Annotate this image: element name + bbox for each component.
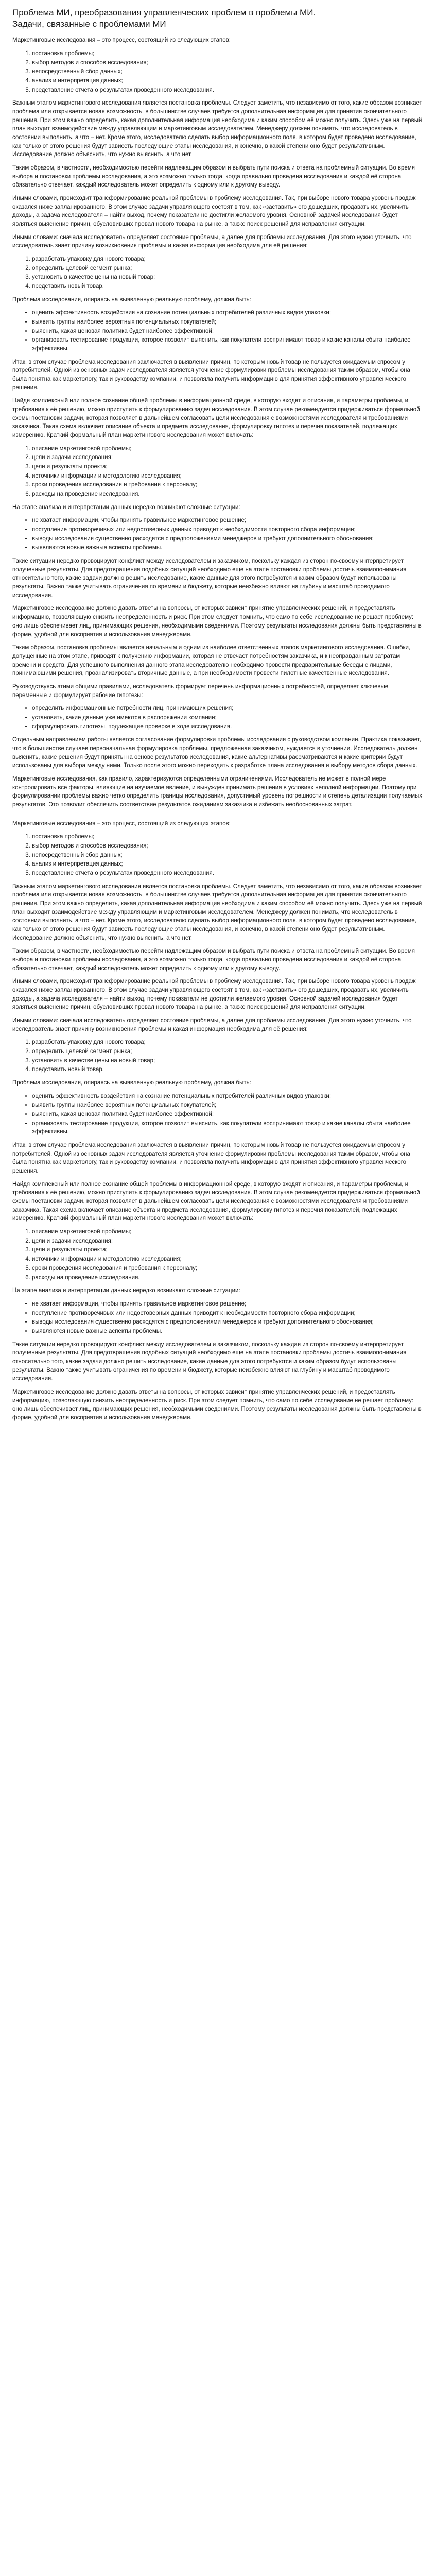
list-item: 2. выбор методов и способов исследования; (32, 842, 424, 851)
paragraph: Маркетинговое исследование должно давать ответы на вопросы, от которых зависит принятие управленческих решений, и предоставлять информацию, позволяющую снизить неопределенность и риск. При этом следует помнить, что само по себе исследование не решает проблему: оно лишь обеспечивает лиц, принимающих решения, необходимыми сведениями. Поэтому результаты исследования должны быть представлены в форме, удобной для восприятия и использования менеджерами. (12, 1388, 422, 1421)
paragraph: Таким образом, постановка проблемы является начальным и одним из наиболее ответственных этапов маркетингового исследования. Ошибки, допущенные на этом этапе, приводят к получению информации, которая не отвечает потребностям заказчика, и к неоправданным затратам времени и средств. Для успешного выполнения данного этапа исследователю необходимо провести предварительные беседы с лицами, принимающими решения, проанализировать вторичные данные, а при необходимости провести пилотные качественные исследования. (12, 645, 411, 677)
list-item: 1. постановка проблемы; (32, 833, 424, 841)
paragraph: Маркетинговые исследования, как правило, характеризуются определенными ограничениями. Исследователь не может в полной мере контролировать все факторы, влияющие на изучаемое явление, и вынужден принимать решения в условиях неполной информации. Поэтому при формулировании проблемы важно четко определить границы исследования, допустимый уровень погрешности и степень детализации получаемых результатов. Это позволит обеспечить соответствие результатов ожиданиям заказчика и избежать необоснованных затрат. (12, 775, 423, 808)
paragraph: Такие ситуации нередко провоцируют конфликт между исследователем и заказчиком, поскольку каждая из сторон по-своему интерпретирует полученные результаты. Для предотвращения подобных ситуаций необходимо еще на этапе постановки проблемы достичь взаимопонимания относительно того, какие задачи должно решить исследование, какие данные для этого потребуются и каким образом будут использованы результаты. Важно также учитывать ограничения по времени и бюджету, которые неизбежно влияют на глубину и масштаб проводимого исследования. (12, 1341, 407, 1382)
paragraph: Важным этапом маркетингового исследования является постановка проблемы. Следует заметить, что независимо от того, какие образом возникает проблема или открывается новая возможность, в большинстве случаев требуется дополнительная информация для принятия окончательного решения. При этом важно определить, какая дополнительная информация необходима и каким способом её можно получить. Здесь уже на первый план выходит взаимодействие между управляющим и маркетинговым исследователем. Менеджеру должен понимать, что исследователь в состоянии выполнить, а что – нет. Кроме этого, исследователю сделать выбор информационного поля, в котором будет проведено исследование, как только от этого решения будут зависеть последующие этапы исследования, и конечно, в какой степени оно будет результативным. Исследование должно объяснить, что нужно выяснить, а что нет. (12, 100, 422, 158)
paragraph: На этапе анализа и интерпретации данных нередко возникают сложные ситуации: (12, 504, 240, 511)
list-item: 1. постановка проблемы; (32, 49, 424, 58)
list-item: 5. сроки проведения исследования и требования к персоналу; (32, 1264, 424, 1273)
list-item: • оценить эффективность воздействия на сознание потенциальных потребителей различных видов упаковки; (32, 1092, 424, 1101)
list-item: • выяснить, какая ценовая политика будет наиболее эффективной; (32, 1110, 424, 1119)
list-item: • установить, какие данные уже имеются в распоряжении компании; (32, 714, 424, 722)
essay-section-1 (12, 36, 424, 809)
tasks-list (12, 255, 424, 291)
paragraph: Найдя комплексный или полное сознание общей проблемы в информационной среде, в которую входят и описания, и параметры проблемы, и требования к её решению, можно приступить к формулированию задач исследования. В этом случае рекомендуется придерживаться формальной схемы постановки задачи, которая позволяет в дальнейшем согласовать цели исследования с возможностями исследователя и требованиями заказчика. Такая схема включает описание объекта и предмета исследования, формулировку гипотез и перечня показателей, подлежащих измерению. Краткий формальный план маркетингового исследования может включать: (12, 398, 420, 439)
list-item: 4. анализ и интерпретация данных; (32, 77, 424, 86)
paragraph: Важным этапом маркетингового исследования является постановка проблемы. Следует заметить, что независимо от того, какие образом возникает проблема или открывается новая возможность, в большинстве случаев требуется дополнительная информация для принятия окончательного решения. При этом важно определить, какая дополнительная информация необходима и каким способом её можно получить. Здесь уже на первый план выходит взаимодействие между управляющим и маркетинговым исследователем. Менеджеру должен понимать, что исследователь в состоянии выполнить, а что – нет. Кроме этого, исследователю сделать выбор информационного поля, в котором будет проведено исследование, как только от этого решения будут зависеть последующие этапы исследования, и конечно, в какой степени оно будет результативным. Исследование должно объяснить, что нужно выяснить, а что нет. (12, 883, 422, 941)
list-item: • поступление противоречивых или недостоверных данных приводит к необходимости повторного сбора информации; (32, 1309, 424, 1318)
paragraph: Такие ситуации нередко провоцируют конфликт между исследователем и заказчиком, поскольку каждая из сторон по-своему интерпретирует полученные результаты. Для предотвращения подобных ситуаций необходимо еще на этапе постановки проблемы достичь взаимопонимания относительно того, какие задачи должно решить исследование, какие данные для этого потребуются и каким образом будут использованы результаты. Важно также учитывать ограничения по времени и бюджету, которые неизбежно влияют на глубину и масштаб проводимого исследования. (12, 558, 407, 599)
list-item: 1. разработать упаковку для нового товара; (32, 255, 424, 264)
list-item: 1. описание маркетинговой проблемы; (32, 445, 424, 453)
list-item: • сформулировать гипотезы, подлежащие проверке в ходе исследования. (32, 723, 424, 732)
list-item: 3. цели и результаты проекта; (32, 463, 424, 471)
paragraph: Иными словами, происходит трансформирование реальной проблемы в проблему исследования. Так, при выборе нового товара уровень продаж оказался ниже запланированного. В этом случае задачи управляющего состоят в том, как «заставить» его дошедших, продавать их, увеличить доходы, а задача исследователя – найти выход, почему показатели не достигли желаемого уровня. Основной задачей исследования будет являться выяснение причин, обусловивших провал нового товара на рынке, а также поиск решений для исправления ситуации. (12, 978, 416, 1011)
list-item: • выявляются новые важные аспекты проблемы. (32, 544, 424, 552)
research-plan-list (12, 1228, 424, 1282)
list-item: 4. источники информации и методологию исследования; (32, 472, 424, 481)
paragraph: Проблема исследования, опираясь на выявленную реальную проблему, должна быть: (12, 1080, 251, 1087)
list-item: • оценить эффективность воздействия на сознание потенциальных потребителей различных видов упаковки; (32, 309, 424, 317)
paragraph: Найдя комплексный или полное сознание общей проблемы в информационной среде, в которую входят и описания, и параметры проблемы, и требования к её решению, можно приступить к формулированию задач исследования. В этом случае рекомендуется придерживаться формальной схемы постановки задачи, которая позволяет в дальнейшем согласовать цели исследования с возможностями исследователя и требованиями заказчика. Такая схема включает описание объекта и предмета исследования, формулировку гипотез и перечня показателей, подлежащих измерению. Краткий формальный план маркетингового исследования может включать: (12, 1181, 420, 1222)
list-item: 4. представить новый товар. (32, 282, 424, 291)
paragraph: Иными словами, происходит трансформирование реальной проблемы в проблему исследования. Так, при выборе нового товара уровень продаж оказался ниже запланированного. В этом случае задачи управляющего состоят в том, как «заставить» его дошедших, продавать их, увеличить доходы, а задача исследователя – найти выход, почему показатели не достигли желаемого уровня. Основной задачей исследования будет являться выяснение причин, обусловивших провал нового товара на рынке, а также поиск решений для исправления ситуации. (12, 195, 416, 227)
paragraph: Иными словами: сначала исследователь определяет состояние проблемы, а далее для проблемы исследования. Для этого нужно уточнить, что исследователь знает причину возникновения проблемы и какая информация необходима для её решения: (12, 1018, 412, 1032)
list-item: 6. расходы на проведение исследования. (32, 1274, 424, 1282)
paragraph: Таким образом, в частности, необходимостью перейти надлежащим образом и выбрать пути поиска и ответа на проблемный ситуации. Во время выбора и постановки проблемы исследования, а это возможно только тогда, когда правильно проведена исследования и каждой её сторона обязательно отвечает, каждый исследователь может определить к одному или к другому выводу. (12, 948, 415, 972)
list-item: • поступление противоречивых или недостоверных данных приводит к необходимости повторного сбора информации; (32, 526, 424, 534)
difficult-situations-list (12, 516, 424, 552)
list-item: 4. источники информации и методологию исследования; (32, 1255, 424, 1264)
paragraph: Таким образом, в частности, необходимостью перейти надлежащим образом и выбрать пути поиска и ответа на проблемный ситуации. Во время выбора и постановки проблемы исследования, а это возможно только тогда, когда правильно проведена исследования и каждой её сторона обязательно отвечает, каждый исследователь может определить к одному или к другому выводу. (12, 164, 415, 189)
list-item: 2. определить целевой сегмент рынка; (32, 264, 424, 273)
list-item: 4. анализ и интерпретация данных; (32, 860, 424, 869)
list-item: • организовать тестирование продукции, которое позволит выяснить, как покупатели воспринимают товар и какие каналы сбыта наиболее эффективны. (32, 336, 424, 353)
list-item: 5. сроки проведения исследования и требования к персоналу; (32, 481, 424, 489)
list-item: 3. непосредственный сбор данных; (32, 851, 424, 860)
list-item: • определить информационные потребности лиц, принимающих решения; (32, 704, 424, 713)
document-title: Проблема МИ, преобразования управленческих проблем в проблемы МИ. Задачи, связанные с проблемами МИ (12, 8, 316, 29)
list-item: • выявить группы наиболее вероятных потенциальных покупателей; (32, 318, 424, 327)
paragraph: Итак, в этом случае проблема исследования заключается в выявлении причин, по которым новый товар не пользуется ожидаемым спросом у потребителей. Одной из основных задач исследователя является уточнение формулировки проблемы исследования таким образом, чтобы она была понятна как маркетологу, так и руководству компании, и позволяла получить информацию для принятия эффективного управленческого решения. (12, 359, 410, 391)
paragraph: Итак, в этом случае проблема исследования заключается в выявлении причин, по которым новый товар не пользуется ожидаемым спросом у потребителей. Одной из основных задач исследователя является уточнение формулировки проблемы исследования таким образом, чтобы она была понятна как маркетологу, так и руководству компании, и позволяла получить информацию для принятия эффективного управленческого решения. (12, 1142, 410, 1175)
essay-section-2 (12, 820, 424, 1422)
research-problems-list (12, 309, 424, 353)
list-item: 5. представление отчета о результатах проведенного исследования. (32, 869, 424, 878)
paragraph: Маркетинговые исследования – это процесс, состоящий из следующих этапов: (12, 820, 231, 827)
list-item: 2. цели и задачи исследования; (32, 1237, 424, 1246)
paragraph: Маркетинговое исследование должно давать ответы на вопросы, от которых зависит принятие управленческих решений, и предоставлять информацию, позволяющую снизить неопределенность и риск. При этом следует помнить, что само по себе исследование не решает проблему: оно лишь обеспечивает лиц, принимающих решения, необходимыми сведениями. Поэтому результаты исследования должны быть представлены в форме, удобной для восприятия и использования менеджерами. (12, 605, 422, 638)
list-item: • не хватает информации, чтобы принять правильное маркетинговое решение; (32, 1300, 424, 1309)
list-item: • выявить группы наиболее вероятных потенциальных покупателей; (32, 1101, 424, 1110)
paragraph: Руководствуясь этими общими правилами, исследователь формирует перечень информационных потребностей, определяет ключевые переменные и формулирует рабочие гипотезы: (12, 683, 389, 699)
research-plan-list (12, 445, 424, 499)
list-item: 4. представить новый товар. (32, 1065, 424, 1074)
paragraph: На этапе анализа и интерпретации данных нередко возникают сложные ситуации: (12, 1287, 240, 1294)
tasks-list (12, 1038, 424, 1074)
list-item: • выявляются новые важные аспекты проблемы. (32, 1327, 424, 1336)
paragraph: Иными словами: сначала исследователь определяет состояние проблемы, а далее для проблемы исследования. Для этого нужно уточнить, что исследователь знает причину возникновения проблемы и какая информация необходима для её решения: (12, 234, 412, 249)
paragraph: Маркетинговые исследования – это процесс, состоящий из следующих этапов: (12, 37, 231, 44)
hypotheses-list (12, 704, 424, 731)
list-item: 1. описание маркетинговой проблемы; (32, 1228, 424, 1236)
list-item: • выводы исследования существенно расходятся с предположениями менеджеров и требуют дополнительного обоснования; (32, 535, 424, 544)
paragraph: Проблема исследования, опираясь на выявленную реальную проблему, должна быть: (12, 296, 251, 303)
list-item: 3. установить в качестве цены на новый товар; (32, 1057, 424, 1065)
list-item: • выяснить, какая ценовая политика будет наиболее эффективной; (32, 327, 424, 336)
research-stages-list (12, 833, 424, 877)
research-problems-list (12, 1092, 424, 1137)
list-item: 2. цели и задачи исследования; (32, 453, 424, 462)
list-item: 2. выбор методов и способов исследования; (32, 59, 424, 67)
list-item: 6. расходы на проведение исследования. (32, 490, 424, 499)
paragraph: Отдельным направлением работы является согласование формулировки проблемы исследования с руководством компании. Практика показывает, что в большинстве случаев первоначальная формулировка проблемы, предложенная заказчиком, нуждается в уточнении. Исследователь должен выяснить, какие решения будут приняты на основе результатов исследования, какие альтернативы рассматриваются и какие критерии будут использованы для выбора между ними. Только после этого можно переходить к разработке плана исследования и выбору методов сбора данных. (12, 737, 421, 769)
list-item: 3. цели и результаты проекта; (32, 1246, 424, 1255)
list-item: 2. определить целевой сегмент рынка; (32, 1047, 424, 1056)
list-item: 1. разработать упаковку для нового товара; (32, 1038, 424, 1047)
difficult-situations-list (12, 1300, 424, 1336)
research-stages-list (12, 49, 424, 94)
list-item: 5. представление отчета о результатах проведенного исследования. (32, 86, 424, 95)
list-item: • организовать тестирование продукции, которое позволит выяснить, как покупатели воспринимают товар и какие каналы сбыта наиболее эффективны. (32, 1120, 424, 1137)
list-item: 3. непосредственный сбор данных; (32, 67, 424, 76)
list-item: • выводы исследования существенно расходятся с предположениями менеджеров и требуют дополнительного обоснования; (32, 1318, 424, 1327)
list-item: • не хватает информации, чтобы принять правильное маркетинговое решение; (32, 516, 424, 525)
list-item: 3. установить в качестве цены на новый товар; (32, 273, 424, 282)
